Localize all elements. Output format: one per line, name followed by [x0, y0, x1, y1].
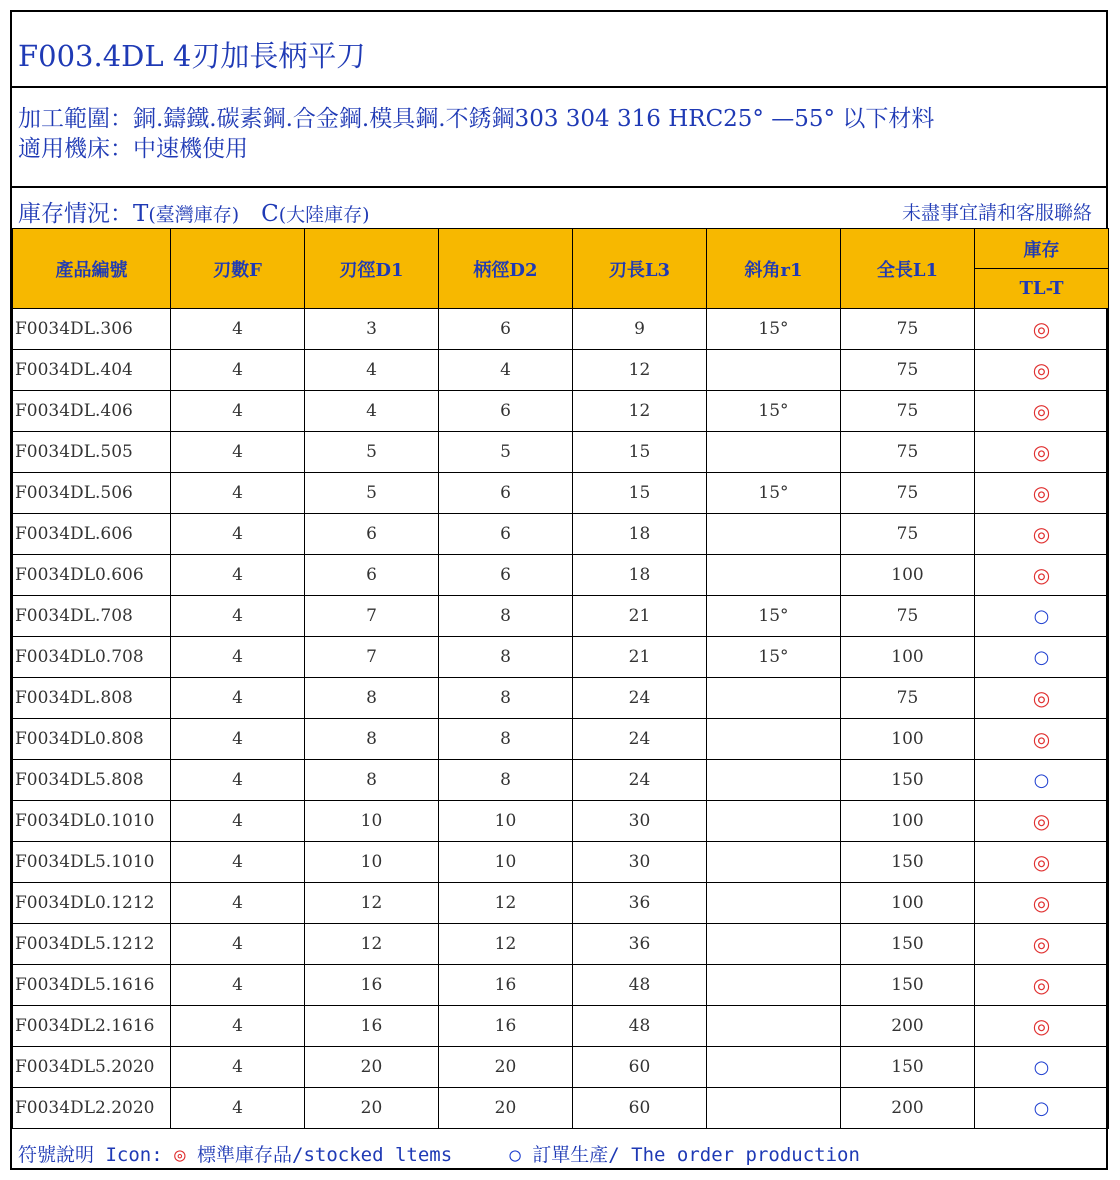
stocked-item-icon: ◎	[1032, 563, 1051, 587]
table-row	[13, 391, 1109, 432]
table-row	[13, 842, 1109, 883]
cell-d2: 8	[439, 760, 573, 801]
cell-r1	[707, 1006, 841, 1047]
cell-d1: 10	[305, 801, 439, 842]
cell-code: F0034DL0.808	[13, 719, 171, 760]
cell-d2: 4	[439, 350, 573, 391]
cell-l1: 100	[841, 801, 975, 842]
cell-l1: 75	[841, 350, 975, 391]
stocked-item-icon: ◎	[1032, 850, 1051, 874]
cell-d1: 4	[305, 350, 439, 391]
cell-d1: 20	[305, 1088, 439, 1129]
cell-l1: 75	[841, 514, 975, 555]
stock-label	[18, 195, 370, 228]
stocked-symbol-icon: ◎	[174, 1144, 186, 1166]
stocked-item-icon: ◎	[1032, 686, 1051, 710]
cell-flutes: 4	[171, 883, 305, 924]
stocked-item-icon: ◎	[1032, 891, 1051, 915]
page-title: F003.4DL 4刃加長柄平刀	[12, 12, 1106, 88]
cell-code: F0034DL5.1616	[13, 965, 171, 1006]
table-row	[13, 350, 1109, 391]
contact-note: 未盡事宜請和客服聯絡	[901, 202, 1092, 224]
header-code: 產品編號	[13, 229, 171, 309]
table-row	[13, 596, 1109, 637]
cell-flutes: 4	[171, 514, 305, 555]
cell-r1	[707, 678, 841, 719]
cell-l3: 36	[573, 924, 707, 965]
cell-d1: 5	[305, 473, 439, 514]
cell-code: F0034DL.708	[13, 596, 171, 637]
cell-stock	[975, 842, 1109, 883]
cell-flutes: 4	[171, 473, 305, 514]
legend-order-text: 訂單生產/ The order production	[532, 1144, 860, 1166]
order-production-icon: ○	[1033, 1097, 1050, 1119]
stocked-item-icon: ◎	[1032, 399, 1051, 423]
cell-stock	[975, 309, 1109, 350]
cell-d2: 16	[439, 965, 573, 1006]
table-row	[13, 637, 1109, 678]
cell-d1: 20	[305, 1047, 439, 1088]
cell-d2: 8	[439, 719, 573, 760]
stock-c-note: (大陸庫存)	[278, 204, 370, 226]
cell-l3: 21	[573, 596, 707, 637]
cell-flutes: 4	[171, 309, 305, 350]
stocked-item-icon: ◎	[1032, 1014, 1051, 1038]
cell-r1	[707, 350, 841, 391]
cell-d1: 8	[305, 678, 439, 719]
cell-code: F0034DL0.606	[13, 555, 171, 596]
cell-code: F0034DL.506	[13, 473, 171, 514]
cell-l1: 150	[841, 760, 975, 801]
table-row	[13, 883, 1109, 924]
cell-l3: 36	[573, 883, 707, 924]
cell-stock	[975, 350, 1109, 391]
cell-d2: 6	[439, 555, 573, 596]
header-d2: 柄徑D2	[439, 229, 573, 309]
cell-d2: 20	[439, 1047, 573, 1088]
cell-d2: 6	[439, 514, 573, 555]
table-row	[13, 309, 1109, 350]
table-body	[13, 309, 1109, 1129]
cell-d2: 8	[439, 596, 573, 637]
cell-code: F0034DL.404	[13, 350, 171, 391]
stock-c-label: C	[261, 201, 279, 227]
cell-d1: 12	[305, 924, 439, 965]
cell-d2: 16	[439, 1006, 573, 1047]
applicable-machine: 適用機床：中速機使用	[18, 136, 248, 162]
cell-r1: 15°	[707, 637, 841, 678]
cell-d2: 6	[439, 391, 573, 432]
stocked-item-icon: ◎	[1032, 317, 1051, 341]
cell-l3: 48	[573, 1006, 707, 1047]
cell-d1: 8	[305, 760, 439, 801]
cell-d2: 12	[439, 924, 573, 965]
cell-stock	[975, 883, 1109, 924]
cell-l3: 12	[573, 391, 707, 432]
cell-l3: 18	[573, 555, 707, 596]
cell-l3: 18	[573, 514, 707, 555]
legend	[12, 1132, 1106, 1170]
cell-stock	[975, 924, 1109, 965]
cell-code: F0034DL2.2020	[13, 1088, 171, 1129]
cell-l3: 24	[573, 760, 707, 801]
cell-l1: 100	[841, 719, 975, 760]
stock-t-note: (臺灣庫存)	[148, 204, 240, 226]
table-row	[13, 719, 1109, 760]
cell-stock	[975, 391, 1109, 432]
table-row	[13, 1006, 1109, 1047]
order-production-icon: ○	[1033, 605, 1050, 627]
header-flutes: 刃數F	[171, 229, 305, 309]
stocked-item-icon: ◎	[1032, 481, 1051, 505]
header-d1: 刃徑D1	[305, 229, 439, 309]
cell-l3: 15	[573, 432, 707, 473]
cell-l3: 24	[573, 678, 707, 719]
cell-r1	[707, 842, 841, 883]
cell-l3: 9	[573, 309, 707, 350]
header-r1: 斜角r1	[707, 229, 841, 309]
table-row	[13, 678, 1109, 719]
stock-t-label: 庫存情況：T	[18, 201, 149, 227]
cell-d2: 10	[439, 801, 573, 842]
cell-code: F0034DL5.808	[13, 760, 171, 801]
header-stock: 庫存	[975, 229, 1109, 269]
cell-l1: 75	[841, 309, 975, 350]
cell-r1	[707, 1088, 841, 1129]
cell-l1: 200	[841, 1006, 975, 1047]
cell-stock	[975, 637, 1109, 678]
cell-l1: 75	[841, 391, 975, 432]
header-stock-sub: TL-T	[975, 269, 1109, 309]
cell-l3: 12	[573, 350, 707, 391]
table-row	[13, 432, 1109, 473]
cell-code: F0034DL0.708	[13, 637, 171, 678]
cell-l3: 30	[573, 842, 707, 883]
cell-flutes: 4	[171, 391, 305, 432]
table-row	[13, 965, 1109, 1006]
cell-l1: 150	[841, 965, 975, 1006]
header-l1: 全長L1	[841, 229, 975, 309]
stocked-item-icon: ◎	[1032, 358, 1051, 382]
cell-code: F0034DL5.2020	[13, 1047, 171, 1088]
cell-d1: 7	[305, 596, 439, 637]
cell-code: F0034DL0.1010	[13, 801, 171, 842]
table-row	[13, 514, 1109, 555]
cell-l3: 15	[573, 473, 707, 514]
cell-l1: 150	[841, 842, 975, 883]
cell-l3: 48	[573, 965, 707, 1006]
cell-d1: 6	[305, 514, 439, 555]
cell-d2: 8	[439, 637, 573, 678]
cell-l1: 75	[841, 678, 975, 719]
cell-code: F0034DL.406	[13, 391, 171, 432]
cell-stock	[975, 1088, 1109, 1129]
cell-stock	[975, 801, 1109, 842]
table-row	[13, 473, 1109, 514]
legend-label: 符號說明 Icon:	[18, 1144, 163, 1166]
cell-l1: 100	[841, 555, 975, 596]
cell-code: F0034DL.505	[13, 432, 171, 473]
cell-l1: 75	[841, 473, 975, 514]
cell-l3: 30	[573, 801, 707, 842]
cell-stock	[975, 965, 1109, 1006]
stocked-item-icon: ◎	[1032, 522, 1051, 546]
order-production-icon: ○	[1033, 769, 1050, 791]
cell-d1: 16	[305, 1006, 439, 1047]
cell-flutes: 4	[171, 350, 305, 391]
cell-r1	[707, 760, 841, 801]
cell-r1: 15°	[707, 391, 841, 432]
cell-d2: 6	[439, 309, 573, 350]
cell-code: F0034DL2.1616	[13, 1006, 171, 1047]
cell-r1	[707, 965, 841, 1006]
cell-flutes: 4	[171, 637, 305, 678]
stocked-item-icon: ◎	[1032, 440, 1051, 464]
cell-r1: 15°	[707, 309, 841, 350]
cell-stock	[975, 719, 1109, 760]
cell-code: F0034DL5.1212	[13, 924, 171, 965]
cell-d2: 6	[439, 473, 573, 514]
cell-r1: 15°	[707, 596, 841, 637]
cell-r1: 15°	[707, 473, 841, 514]
table-row	[13, 555, 1109, 596]
cell-flutes: 4	[171, 1088, 305, 1129]
table-row	[13, 924, 1109, 965]
cell-r1	[707, 514, 841, 555]
cell-stock	[975, 514, 1109, 555]
cell-d2: 8	[439, 678, 573, 719]
cell-r1	[707, 924, 841, 965]
cell-l1: 75	[841, 432, 975, 473]
cell-d2: 12	[439, 883, 573, 924]
cell-flutes: 4	[171, 596, 305, 637]
processing-range: 加工範圍：銅.鑄鐵.碳素鋼.合金鋼.模具鋼.不銹鋼303 304 316 HRC25° —55° 以下材料	[18, 106, 935, 132]
cell-stock	[975, 678, 1109, 719]
cell-l3: 21	[573, 637, 707, 678]
cell-code: F0034DL.808	[13, 678, 171, 719]
product-sheet	[10, 10, 1108, 1170]
cell-l3: 60	[573, 1047, 707, 1088]
stocked-item-icon: ◎	[1032, 809, 1051, 833]
cell-d1: 7	[305, 637, 439, 678]
header-l3: 刃長L3	[573, 229, 707, 309]
cell-d1: 12	[305, 883, 439, 924]
cell-stock	[975, 432, 1109, 473]
stocked-item-icon: ◎	[1032, 727, 1051, 751]
table-row	[13, 801, 1109, 842]
cell-l3: 60	[573, 1088, 707, 1129]
product-table	[12, 228, 1109, 1129]
cell-l1: 75	[841, 596, 975, 637]
cell-l1: 200	[841, 1088, 975, 1129]
cell-flutes: 4	[171, 760, 305, 801]
cell-l3: 24	[573, 719, 707, 760]
cell-l1: 150	[841, 1047, 975, 1088]
stocked-item-icon: ◎	[1032, 932, 1051, 956]
cell-r1	[707, 719, 841, 760]
cell-r1	[707, 432, 841, 473]
cell-d1: 8	[305, 719, 439, 760]
cell-code: F0034DL.306	[13, 309, 171, 350]
cell-stock	[975, 596, 1109, 637]
cell-l1: 150	[841, 924, 975, 965]
cell-flutes: 4	[171, 1047, 305, 1088]
order-symbol-icon: ○	[509, 1144, 521, 1166]
cell-d2: 10	[439, 842, 573, 883]
cell-flutes: 4	[171, 555, 305, 596]
cell-r1	[707, 883, 841, 924]
table-row	[13, 760, 1109, 801]
cell-stock	[975, 1006, 1109, 1047]
cell-flutes: 4	[171, 924, 305, 965]
cell-flutes: 4	[171, 842, 305, 883]
cell-r1	[707, 801, 841, 842]
cell-r1	[707, 1047, 841, 1088]
cell-d1: 10	[305, 842, 439, 883]
cell-stock	[975, 1047, 1109, 1088]
table-row	[13, 1088, 1109, 1129]
order-production-icon: ○	[1033, 1056, 1050, 1078]
cell-d1: 5	[305, 432, 439, 473]
order-production-icon: ○	[1033, 646, 1050, 668]
table-row	[13, 1047, 1109, 1088]
cell-code: F0034DL5.1010	[13, 842, 171, 883]
cell-code: F0034DL0.1212	[13, 883, 171, 924]
cell-d1: 6	[305, 555, 439, 596]
cell-flutes: 4	[171, 719, 305, 760]
cell-r1	[707, 555, 841, 596]
legend-stocked-text: 標準庫存品/stocked ltems	[197, 1144, 453, 1166]
spec-block	[12, 88, 1106, 188]
cell-l1: 100	[841, 883, 975, 924]
stocked-item-icon: ◎	[1032, 973, 1051, 997]
cell-flutes: 4	[171, 965, 305, 1006]
cell-flutes: 4	[171, 801, 305, 842]
cell-d2: 5	[439, 432, 573, 473]
cell-l1: 100	[841, 637, 975, 678]
cell-stock	[975, 555, 1109, 596]
cell-flutes: 4	[171, 678, 305, 719]
cell-d1: 4	[305, 391, 439, 432]
cell-d2: 20	[439, 1088, 573, 1129]
cell-flutes: 4	[171, 1006, 305, 1047]
cell-d1: 16	[305, 965, 439, 1006]
cell-stock	[975, 760, 1109, 801]
cell-code: F0034DL.606	[13, 514, 171, 555]
cell-d1: 3	[305, 309, 439, 350]
stock-info	[12, 188, 1106, 228]
cell-stock	[975, 473, 1109, 514]
cell-flutes: 4	[171, 432, 305, 473]
